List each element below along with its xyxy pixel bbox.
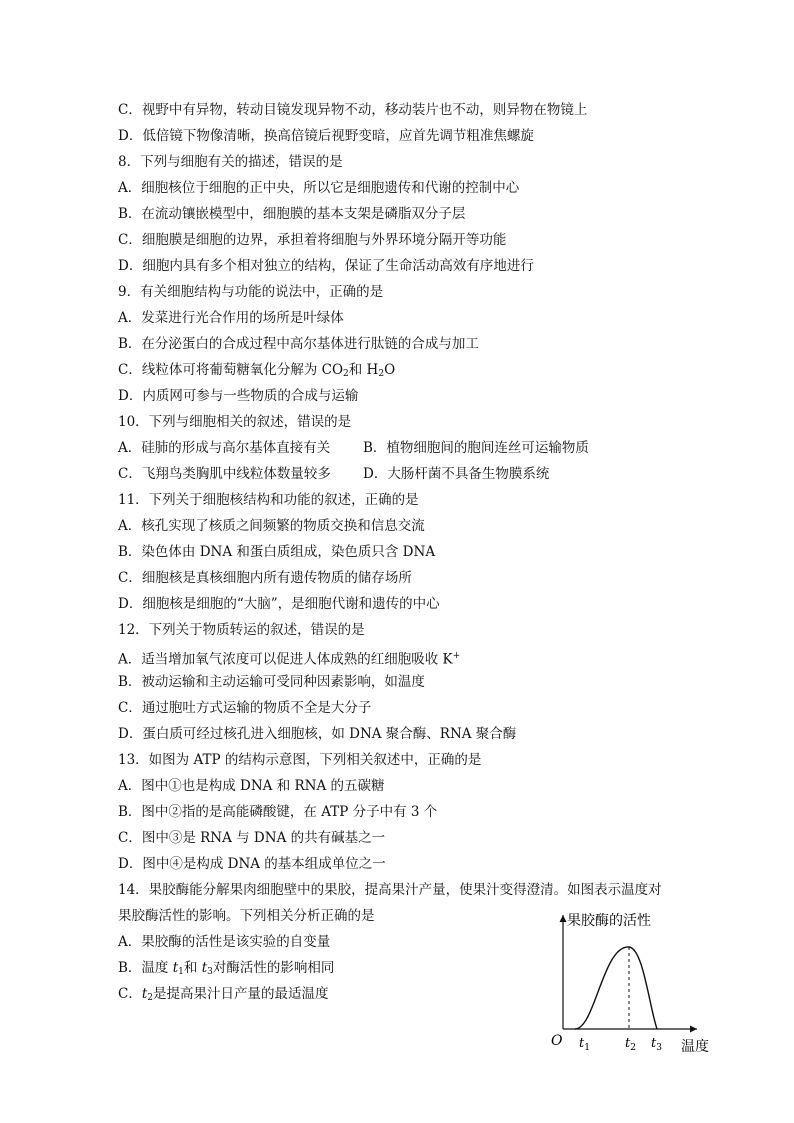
t1-label: $t_1$ xyxy=(579,1036,590,1053)
t2-label: $t_2$ xyxy=(625,1036,636,1053)
q10-option-b: B．植物细胞间的胞间连丝可运输物质 xyxy=(363,440,589,456)
q7-option-c: C．视野中有异物，转动目镜发现异物不动，移动装片也不动，则异物在物镜上 xyxy=(118,102,588,118)
q9-option-b: B．在分泌蛋白的合成过程中高尔基体进行肽链的合成与加工 xyxy=(118,336,479,352)
q8-option-a: A．细胞核位于细胞的正中央，所以它是细胞遗传和代谢的控制中心 xyxy=(118,180,520,196)
q8-option-d: D．细胞内具有多个相对独立的结构，保证了生命活动高效有序地进行 xyxy=(118,258,534,274)
q9-stem: 9．有关细胞结构与功能的说法中，正确的是 xyxy=(118,284,384,300)
q10-options-ab xyxy=(118,439,589,457)
y-axis-label: 果胶酶的活性 xyxy=(567,913,651,929)
q11-option-a: A．核孔实现了核质之间频繁的物质交换和信息交流 xyxy=(118,518,425,534)
q12-option-a: A．适当增加氧气浓度可以促进人体成熟的红细胞吸收 K+ xyxy=(118,651,461,668)
q10-options-cd xyxy=(118,465,550,483)
q10-option-c: C．飞翔鸟类胸肌中线粒体数量较多 xyxy=(118,466,331,482)
activity-curve xyxy=(575,947,657,1029)
q11-option-c: C．细胞核是真核细胞内所有遗传物质的储存场所 xyxy=(118,570,412,586)
q10-option-a: A．硅肺的形成与高尔基体直接有关 xyxy=(118,440,331,456)
q13-stem: 13．如图为 ATP 的结构示意图，下列相关叙述中，正确的是 xyxy=(118,752,482,768)
q13-option-b: B．图中②指的是高能磷酸键，在 ATP 分子中有 3 个 xyxy=(118,804,438,820)
q14-stem-line2: 果胶酶活性的影响。下列相关分析正确的是 xyxy=(118,908,375,924)
q7-option-d: D．低倍镜下物像清晰，换高倍镜后视野变暗，应首先调节粗准焦螺旋 xyxy=(118,128,534,144)
q9-option-a: A．发菜进行光合作用的场所是叶绿体 xyxy=(118,310,344,326)
enzyme-activity-figure xyxy=(545,905,725,1065)
q14-option-c: C．$t_2$是提高果汁日产量的最适温度 xyxy=(118,986,329,1003)
origin-label: O xyxy=(551,1033,563,1049)
q11-stem: 11．下列关于细胞核结构和功能的叙述，正确的是 xyxy=(118,492,419,508)
x-axis-label: 温度 xyxy=(681,1039,709,1055)
enzyme-activity-curve-svg xyxy=(545,905,725,1065)
q11-option-b: B．染色体由 DNA 和蛋白质组成，染色质只含 DNA xyxy=(118,544,436,560)
q13-option-c: C．图中③是 RNA 与 DNA 的共有碱基之一 xyxy=(118,830,386,846)
t3-label: $t_3$ xyxy=(651,1036,662,1053)
q9-option-c: C．线粒体可将葡萄糖氧化分解为 $CO_2$和 $H_2O$ xyxy=(118,362,396,379)
q14-stem-line1: 14．果胶酶能分解果肉细胞壁中的果胶，提高果汁产量，使果汁变得澄清。如图表示温度对 xyxy=(118,882,662,898)
q8-stem: 8．下列与细胞有关的描述，错误的是 xyxy=(118,154,343,170)
q13-option-a: A．图中①也是构成 DNA 和 RNA 的五碳糖 xyxy=(118,778,385,794)
q14-option-a: A．果胶酶的活性是该实验的自变量 xyxy=(118,934,331,950)
q10-stem: 10．下列与细胞相关的叙述，错误的是 xyxy=(118,414,352,430)
q10-option-d: D．大肠杆菌不具备生物膜系统 xyxy=(363,466,550,482)
q8-option-b: B．在流动镶嵌模型中，细胞膜的基本支架是磷脂双分子层 xyxy=(118,206,466,222)
q12-stem: 12．下列关于物质转运的叙述，错误的是 xyxy=(118,622,365,638)
q12-option-d: D．蛋白质可经过核孔进入细胞核，如 DNA 聚合酶、RNA 聚合酶 xyxy=(118,726,517,742)
q8-option-c: C．细胞膜是细胞的边界，承担着将细胞与外界环境分隔开等功能 xyxy=(118,232,507,248)
q13-option-d: D．图中④是构成 DNA 的基本组成单位之一 xyxy=(118,856,386,872)
q11-option-d: D．细胞核是细胞的“大脑”，是细胞代谢和遗传的中心 xyxy=(118,596,440,612)
q12-option-b: B．被动运输和主动运输可受同种因素影响，如温度 xyxy=(118,674,425,690)
q9-option-d: D．内质网可参与一些物质的合成与运输 xyxy=(118,388,359,404)
q14-option-b: B．温度 $t_1$和 $t_3$对酶活性的影响相同 xyxy=(118,960,335,977)
q12-option-c: C．通过胞吐方式运输的物质不全是大分子 xyxy=(118,700,372,716)
